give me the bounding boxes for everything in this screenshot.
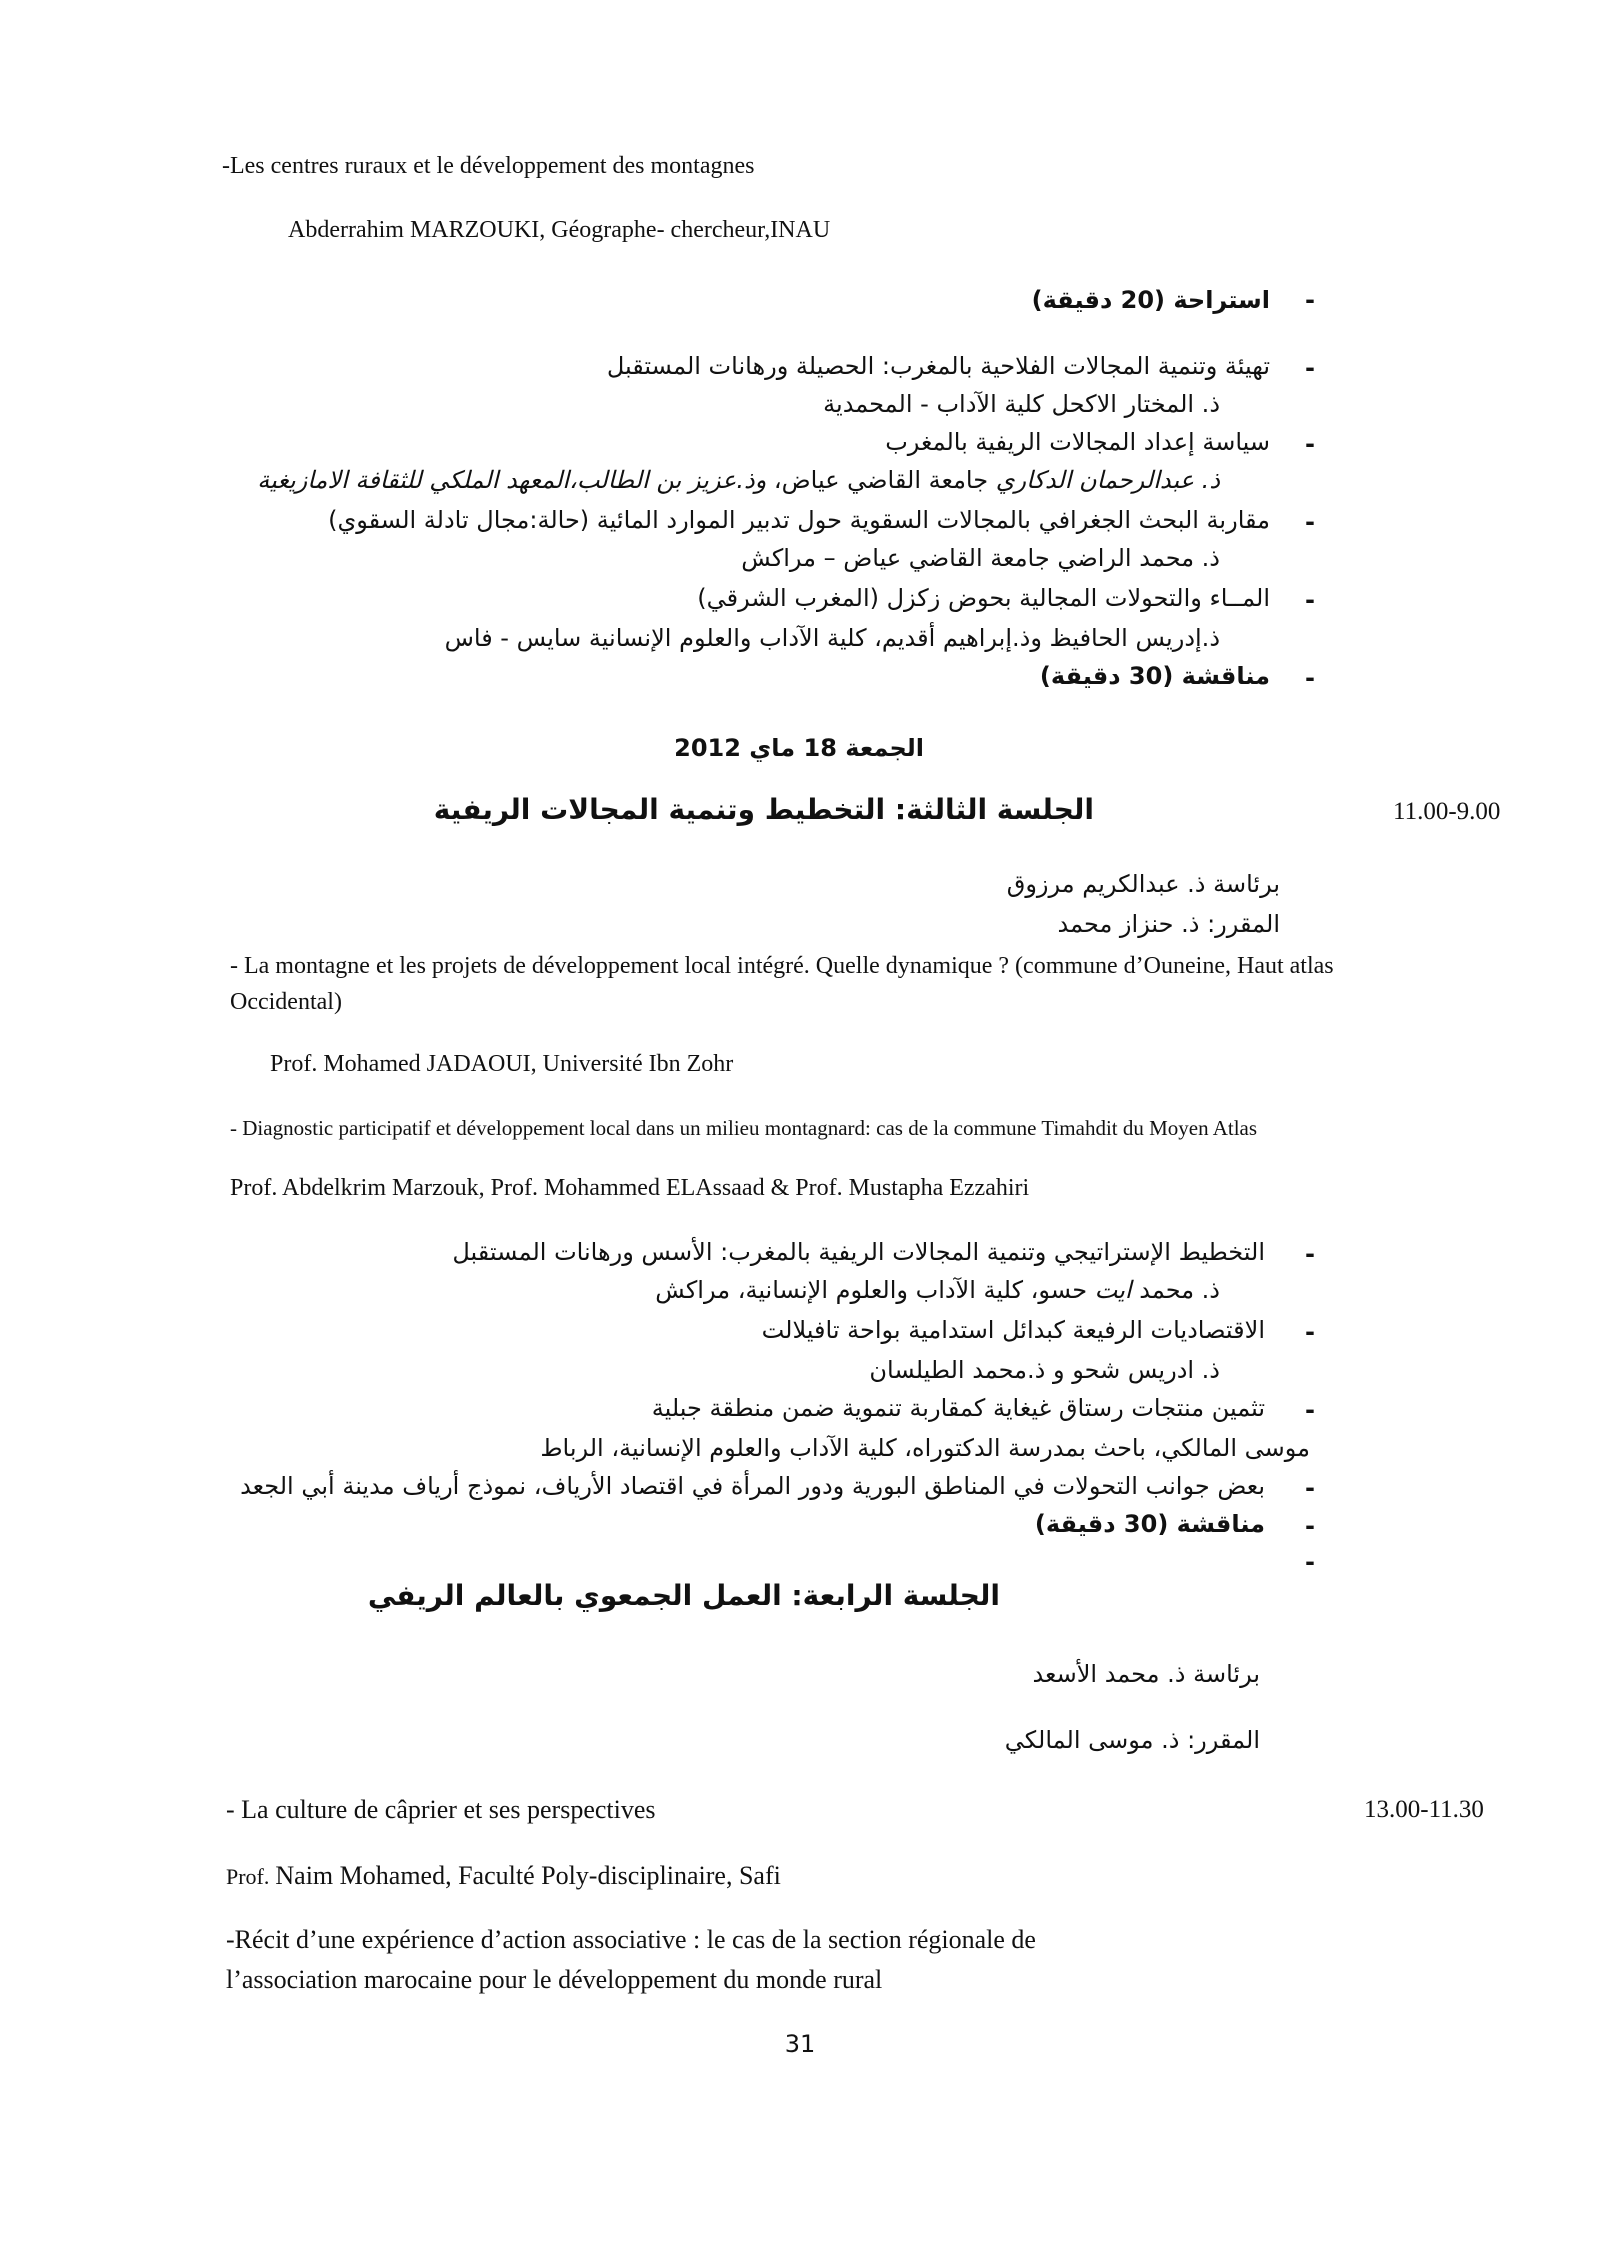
bullet: - xyxy=(1305,1512,1315,1540)
talk-title: تثمين منتجات رستاق غيغاية كمقاربة تنموية ضمن منطقة جبلية xyxy=(651,1394,1265,1422)
talk-author: ذ. المختار الاكحل كلية الآداب - المحمدية xyxy=(823,390,1220,418)
talk-title-montagne: - La montagne et les projets de développement local intégré. Quelle dynamique ? (commune d’Ouneine, Haut atlas xyxy=(230,953,1334,979)
talk-title: سياسة إعداد المجالات الريفية بالمغرب xyxy=(885,428,1270,456)
author-name: Naim Mohamed, Faculté Poly-disciplinaire, Safi xyxy=(275,1861,781,1890)
talk-title-capprier: - La culture de câprier et ses perspectives xyxy=(226,1795,656,1824)
talk-authors-marzouk: Prof. Abdelkrim Marzouk, Prof. Mohammed ELAssaad & Prof. Mustapha Ezzahiri xyxy=(230,1175,1030,1201)
author-prefix: ذ. محمد xyxy=(1131,1276,1220,1304)
bullet: - xyxy=(1305,1396,1315,1424)
author-name-italic: ايت xyxy=(1094,1276,1132,1304)
session-title: الجلسة الرابعة: العمل الجمعوي بالعالم الريفي xyxy=(367,1579,1000,1612)
discussion-label: مناقشة (30 دقيقة) xyxy=(1034,1510,1265,1538)
talk-title-centres-ruraux: -Les centres ruraux et le développement des montagnes xyxy=(222,153,755,179)
bullet: - xyxy=(1305,430,1315,458)
talk-title-recit-cont: l’association marocaine pour le développement du monde rural xyxy=(226,1965,883,1994)
talk-author: ذ.إدريس الحافيظ وذ.إبراهيم أقديم، كلية الآداب والعلوم الإنسانية سايس - فاس xyxy=(444,624,1220,652)
author-name: وذ.عزيز بن الطالب،المعهد الملكي للثقافة الامازيغية xyxy=(257,466,767,494)
author-affiliation: حسو، كلية الآداب والعلوم الإنسانية، مراكش xyxy=(655,1276,1095,1304)
discussion-label: مناقشة (30 دقيقة) xyxy=(1039,662,1270,690)
talk-title: تهيئة وتنمية المجالات الفلاحية بالمغرب: الحصيلة ورهانات المستقبل xyxy=(606,352,1270,380)
bullet: - xyxy=(1305,1318,1315,1346)
page-number: 31 xyxy=(784,2030,816,2058)
author-prefix: Prof. xyxy=(226,1864,270,1889)
session-rapporteur: المقرر: ذ. حنزاز محمد xyxy=(1057,910,1280,938)
session-chair: برئاسة ذ. عبدالكريم مرزوق xyxy=(1006,870,1280,898)
bullet: - xyxy=(1305,664,1315,692)
bullet: - xyxy=(1305,354,1315,382)
talk-title-montagne-cont: Occidental) xyxy=(230,989,342,1015)
bullet: - xyxy=(1305,1548,1315,1576)
talk-author-naim xyxy=(226,1860,781,1893)
talk-author: موسى المالكي، باحث بمدرسة الدكتوراه، كلية الآداب والعلوم الإنسانية، الرباط xyxy=(540,1434,1310,1462)
session-date: الجمعة 18 ماي 2012 xyxy=(674,734,924,762)
session-rapporteur: المقرر: ذ. موسى المالكي xyxy=(1004,1726,1260,1754)
talk-title-recit: -Récit d’une expérience d’action associative : le cas de la section régionale de xyxy=(226,1925,1036,1954)
author-affiliation: جامعة القاضي عياض، xyxy=(766,466,996,494)
talk-title: مقاربة البحث الجغرافي بالمجالات السقوية حول تدبير الموارد المائية (حالة:مجال تادلة السقوي) xyxy=(328,506,1270,534)
break-label: استراحة (20 دقيقة) xyxy=(1031,286,1270,314)
author-name: ذ. عبدالرحمان الدكاري xyxy=(995,466,1220,494)
talk-author xyxy=(655,1274,1220,1306)
talk-title: المــاء والتحولات المجالية بحوض زكزل (المغرب الشرقي) xyxy=(697,584,1270,612)
talk-title: بعض جوانب التحولات في المناطق البورية ودور المرأة في اقتصاد الأرياف، نموذج أرياف مدينة أبي الجعد xyxy=(240,1472,1265,1500)
bullet: - xyxy=(1305,1474,1315,1502)
session-time: 13.00-11.30 xyxy=(1364,1796,1484,1823)
session-time: 11.00-9.00 xyxy=(1393,798,1501,825)
talk-author xyxy=(257,464,1220,496)
talk-author: ذ. ادريس شحو و ذ.محمد الطيلسان xyxy=(869,1356,1220,1384)
talk-author-jadaoui: Prof. Mohamed JADAOUI, Université Ibn Zohr xyxy=(270,1051,734,1077)
talk-title: الاقتصاديات الرفيعة كبدائل استدامية بواحة تافيلالت xyxy=(761,1316,1265,1344)
bullet: - xyxy=(1305,508,1315,536)
talk-author-marzouki: Abderrahim MARZOUKI, Géographe- chercheur,INAU xyxy=(288,217,831,243)
bullet: - xyxy=(1305,1240,1315,1268)
bullet: - xyxy=(1305,586,1315,614)
talk-title: التخطيط الإستراتيجي وتنمية المجالات الريفية بالمغرب: الأسس ورهانات المستقبل xyxy=(452,1238,1265,1266)
talk-author: ذ. محمد الراضي جامعة القاضي عياض – مراكش xyxy=(741,544,1220,572)
bullet: - xyxy=(1305,286,1315,314)
session-chair: برئاسة ذ. محمد الأسعد xyxy=(1032,1660,1260,1688)
talk-title-diagnostic: - Diagnostic participatif et développement local dans un milieu montagnard: cas de la commune Timahdit du Moyen Atlas xyxy=(230,1116,1258,1140)
session-title: الجلسة الثالثة: التخطيط وتنمية المجالات الريفية xyxy=(433,793,1094,826)
